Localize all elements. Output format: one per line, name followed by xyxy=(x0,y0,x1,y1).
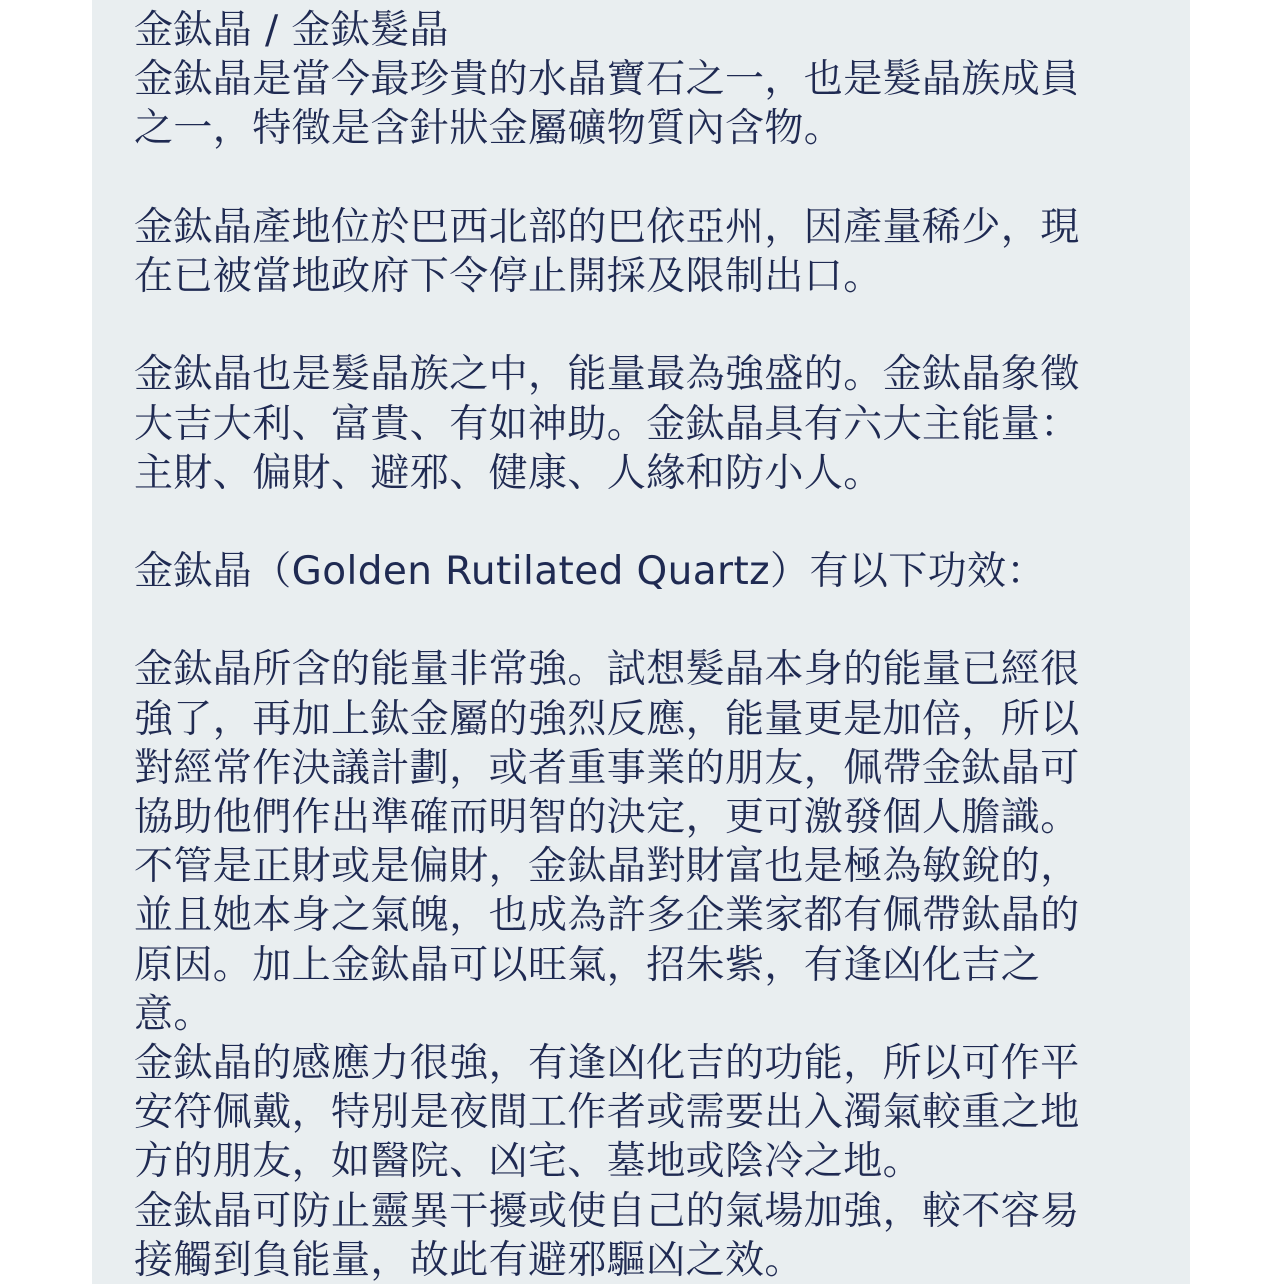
text-line: 不管是正財或是偏財，金鈦晶對財富也是極為敏銳的， xyxy=(134,844,1080,890)
text-line: 金鈦晶是當今最珍貴的水晶寶石之一，也是髮晶族成員 xyxy=(134,57,1080,103)
paragraph-gap xyxy=(134,154,1154,203)
text-line: 主財、偏財、避邪、健康、人緣和防小人。 xyxy=(134,450,883,496)
text-line: 協助他們作出準確而明智的決定，更可激發個人膽識。 xyxy=(134,795,1080,840)
text-line: 大吉大利、富貴、有如神助。金鈦晶具有六大主能量： xyxy=(134,401,1080,447)
text-line: 並且她本身之氣魄，也成為許多企業家都有佩帶鈦晶的 xyxy=(134,893,1080,939)
text-line: 金鈦晶也是髮晶族之中，能量最為強盛的。金鈦晶象徵 xyxy=(134,352,1080,398)
text-line: 強了，再加上鈦金屬的強烈反應，能量更是加倍，所以 xyxy=(134,696,1080,742)
text-line: 在已被當地政府下令停止開採及限制出口。 xyxy=(134,253,883,299)
text-line: 方的朋友，如醫院、凶宅、墓地或陰冷之地。 xyxy=(134,1139,923,1185)
article-text xyxy=(134,6,1154,1284)
text-line: 原因。加上金鈦晶可以旺氣，招朱紫，有逢凶化吉之 xyxy=(134,942,1041,988)
text-line: 安符佩戴，特別是夜間工作者或需要出入濁氣較重之地 xyxy=(134,1090,1080,1136)
text-line: 金鈦晶產地位於巴西北部的巴依亞州，因產量稀少，現 xyxy=(134,204,1080,250)
text-line: 意。 xyxy=(134,991,213,1037)
text-line: 金鈦晶可防止靈異干擾或使自己的氣場加強，較不容易 xyxy=(134,1188,1080,1234)
text-line: 接觸到負能量，故此有避邪驅凶之效。 xyxy=(134,1237,804,1283)
text-line: 金鈦晶的感應力很強，有逢凶化吉的功能，所以可作平 xyxy=(134,1040,1080,1086)
text-line: 之一，特徵是含針狀金屬礦物質內含物。 xyxy=(134,106,844,152)
paragraph-gap xyxy=(134,596,1154,645)
article-title: 金鈦晶 / 金鈦髮晶 xyxy=(134,8,449,53)
paragraph-gap xyxy=(134,498,1154,547)
text-line: 金鈦晶（Golden Rutilated Quartz）有以下功效： xyxy=(134,549,1046,595)
note-panel[interactable] xyxy=(92,0,1190,1284)
paragraph-gap xyxy=(134,301,1154,350)
text-line: 對經常作決議計劃，或者重事業的朋友，佩帶金鈦晶可 xyxy=(134,745,1080,791)
text-line: 金鈦晶所含的能量非常強。試想髮晶本身的能量已經很 xyxy=(134,647,1080,693)
